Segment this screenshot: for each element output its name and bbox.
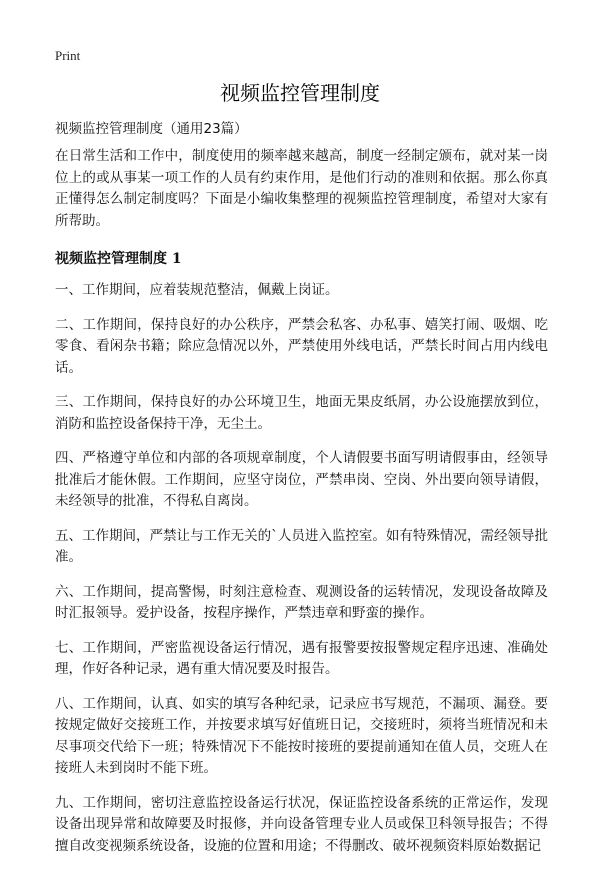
rule-paragraph-6: 六、工作期间，提高警惕，时刻注意检查、观测设备的运转情况，发现设备故障及时汇报领导。爱护设备，按程序操作，严禁违章和野蛮的操作。 — [55, 583, 548, 621]
rule-paragraph-4: 四、严格遵守单位和内部的各项规章制度，个人请假要书面写明请假事由，经领导批准后才能休假。工作期间，应坚守岗位，严禁串岗、空岗、外出要向领导请假，未经领导的批准，不得私自离岗。 — [55, 450, 548, 509]
rule-paragraph-5: 五、工作期间，严禁让与工作无关的`人员进入监控室。如有特殊情况，需经领导批准。 — [55, 527, 548, 565]
document-subtitle: 视频监控管理制度（通用23篇） — [55, 121, 248, 137]
rule-paragraph-7: 七、工作期间，严密监视设备运行情况，遇有报警要按报警规定程序迅速、准确处理，作好各种记录，遇有重大情况要及时报告。 — [55, 639, 548, 677]
rule-paragraph-2: 二、工作期间，保持良好的办公秩序，严禁会私客、办私事、嬉笑打闹、吸烟、吃零食、看闲杂书籍；除应急情况以外，严禁使用外线电话，严禁长时间占用内线电话。 — [55, 316, 548, 376]
rule-paragraph-3: 三、工作期间，保持良好的办公环境卫生，地面无果皮纸屑，办公设施摆放到位，消防和监控设备保持干净，无尘土。 — [55, 394, 548, 432]
rule-paragraph-8: 八、工作期间，认真、如实的填写各种纪录，记录应书写规范，不漏项、漏登。要按规定做好交接班工作，并按要求填写好值班日记，交接班时，须将当班情况和未尽事项交代给下一班；特殊情况下不能按时接班的要提前通知在值人员，交班人在接班人未到岗时不能下班。 — [55, 695, 548, 776]
rule-paragraph-9: 九、工作期间，密切注意监控设备运行状况，保证监控设备系统的正常运作，发现设备出现异常和故障要及时报修，并向设备管理专业人员或保卫科领导报告；不得擅自改变视频系统设备，设施的位置和用途；不得删改、破坏视频资料原始数据记 — [55, 794, 548, 854]
rule-paragraph-1: 一、工作期间，应着装规范整洁，佩戴上岗证。 — [55, 282, 339, 298]
print-link[interactable]: Print — [55, 48, 81, 63]
document-body — [55, 118, 548, 870]
intro-paragraph: 在日常生活和工作中，制度使用的频率越来越高，制度一经制定颁布，就对某一岗位上的或从事某一项工作的人员有约束作用，是他们行动的准则和依据。那么你真正懂得怎么制定制度吗？下面是小编收集整理的视频监控管理制度，希望对大家有所帮助。 — [55, 148, 548, 229]
document-title: 视频监控管理制度 — [220, 81, 380, 105]
section-heading: 视频监控管理制度 1 — [55, 251, 182, 267]
